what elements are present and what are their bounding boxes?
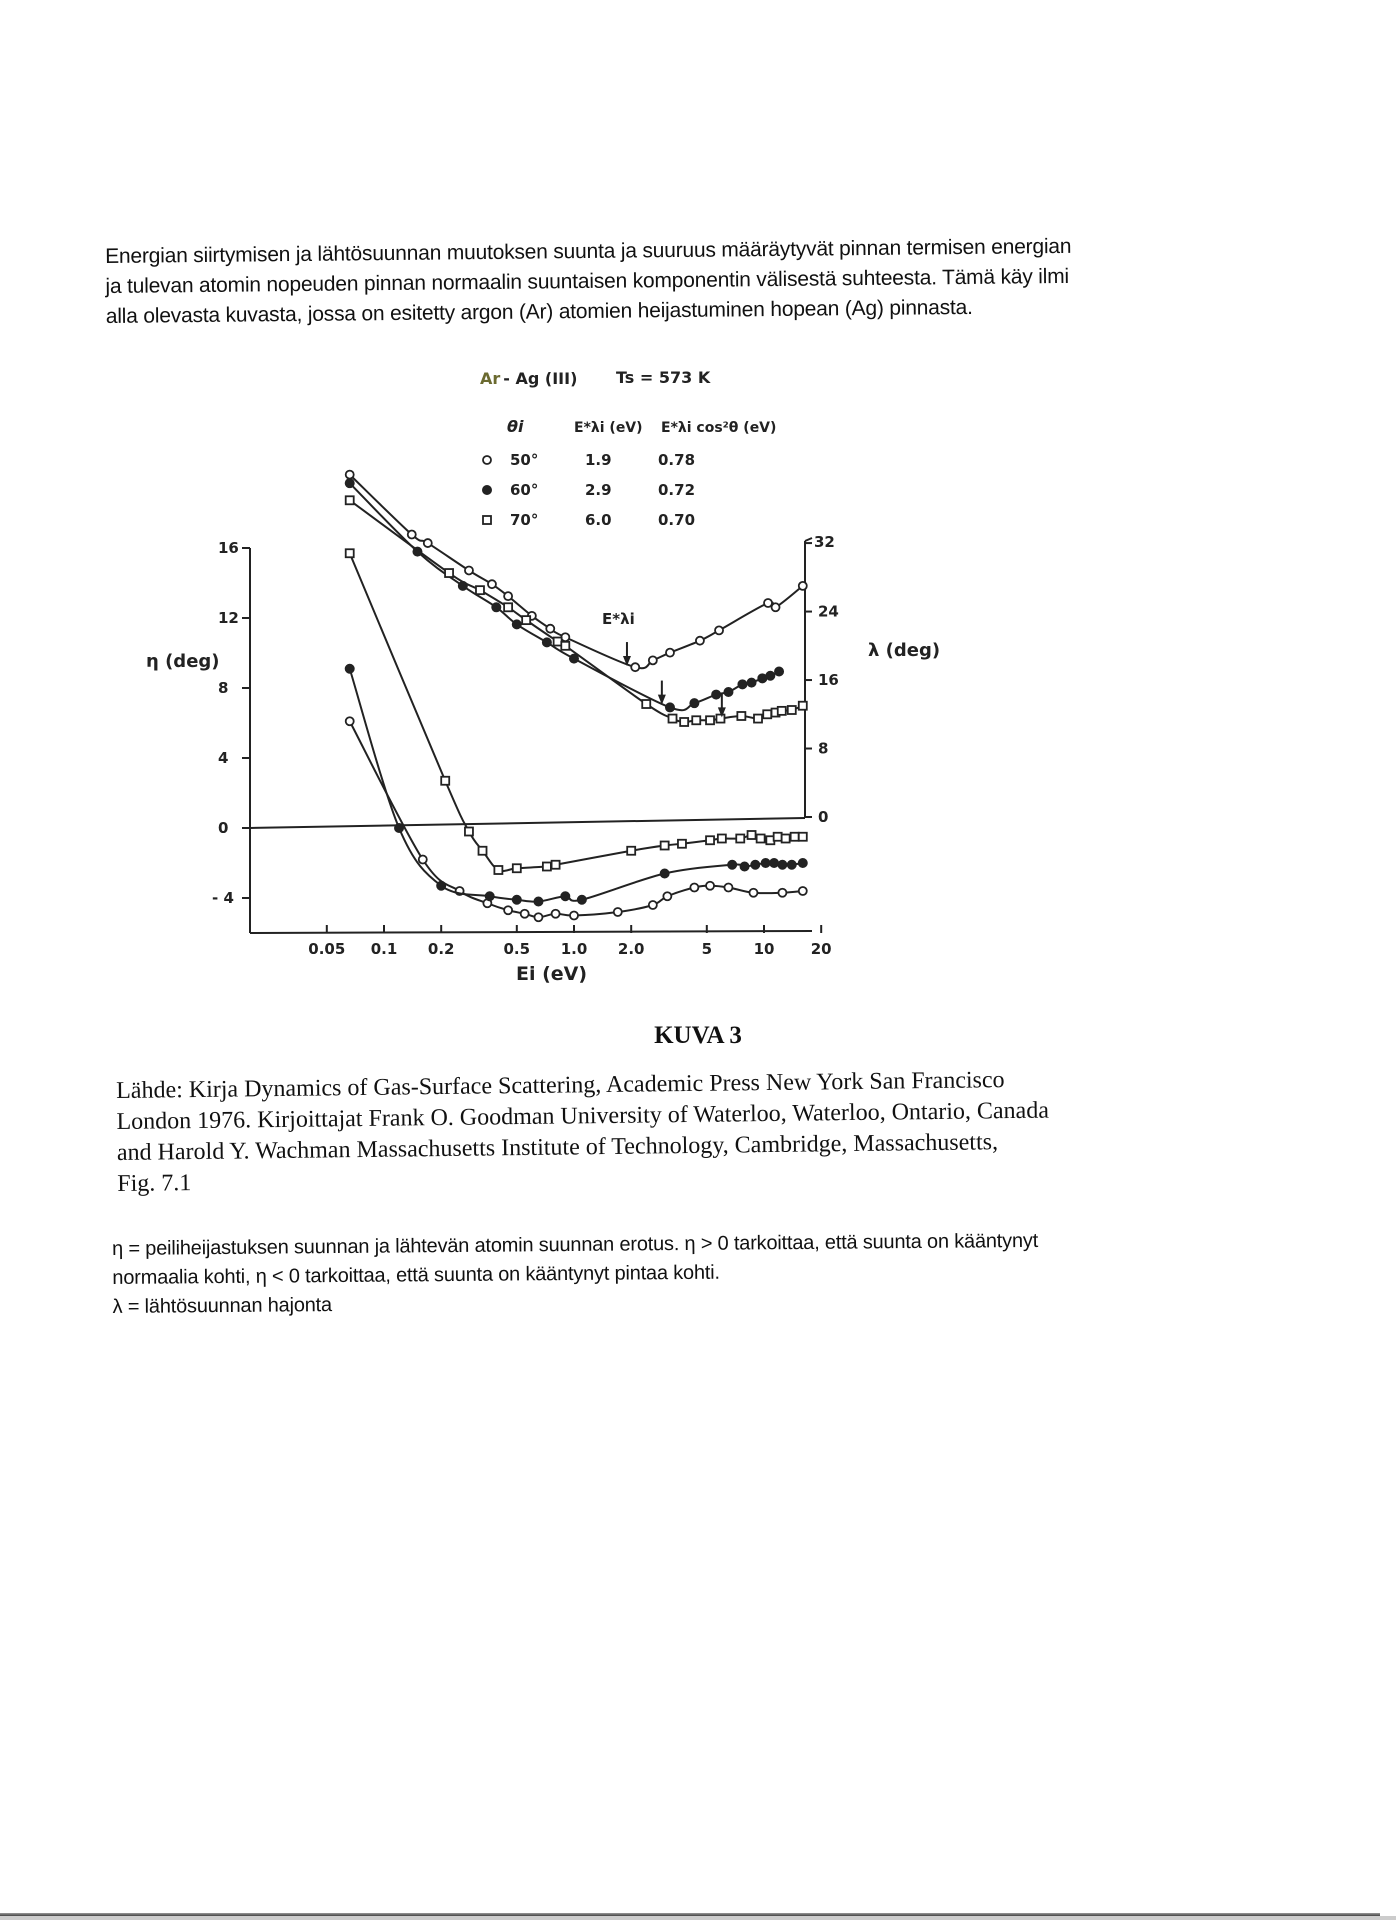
intro-line-2: ja tulevan atomin nopeuden pinnan normaalin suuntaisen komponentin välisestä suhteesta. Tämä käy ilmi	[105, 264, 1070, 298]
x-axis	[250, 931, 812, 933]
source-line-1: Lähde: Kirja Dynamics of Gas-Surface Scattering, Academic Press New York San Francisco	[116, 1067, 1005, 1104]
legend	[483, 451, 696, 529]
scan-edge	[0, 1916, 1396, 1920]
right-tick-label: 8	[818, 739, 829, 758]
source-line-3: and Harold Y. Wachman Massachusetts Institute of Technology, Cambridge, Massachusetts,	[116, 1129, 999, 1166]
svg-text:0.72: 0.72	[658, 481, 696, 499]
right-axis-label: λ (deg)	[868, 640, 941, 661]
x-tick-label: 5	[701, 940, 713, 958]
left-tick-label: - 4	[212, 889, 234, 907]
x-tick-label: 0.5	[503, 940, 531, 958]
symbol-notes	[112, 1225, 1253, 1322]
x-tick-label: 1.0	[560, 940, 588, 958]
legend-header-theta-label: θi	[507, 417, 524, 436]
legend-header-e: E*λi (eV)	[574, 420, 643, 436]
svg-text:2.9: 2.9	[585, 481, 612, 499]
x-tick-label: 0.2	[427, 940, 455, 958]
temperature-label: Ts = 573 K	[616, 368, 711, 387]
arrow-icon	[658, 681, 666, 705]
svg-text:50°: 50°	[510, 451, 539, 469]
notes-line-2: normaalia kohti, η < 0 tarkoittaa, että suunta on kääntynyt pintaa kohti.	[112, 1261, 720, 1289]
right-tick-label: 16	[818, 671, 839, 690]
source-citation	[116, 1065, 1050, 1200]
left-tick-label: 12	[218, 609, 239, 627]
legend-row	[483, 511, 695, 529]
x-tick-label: 0.05	[308, 940, 346, 958]
series-open-circle	[346, 471, 807, 672]
legend-row	[483, 481, 696, 499]
x-tick-label: 20	[810, 940, 832, 958]
series-filled-circle	[345, 664, 807, 906]
svg-text:0.78: 0.78	[658, 451, 696, 469]
right-tick-label: 32	[814, 533, 835, 552]
x-tick-label: 2.0	[617, 940, 645, 958]
system-label-highlight: Ar	[480, 369, 501, 388]
source-line-2: London 1976. Kirjoittajat Frank O. Goodman University of Waterloo, Waterloo, Ontario, Canada	[116, 1097, 1050, 1135]
source-line-4: Fig. 7.1	[117, 1170, 192, 1197]
legend-row	[483, 451, 695, 469]
figure-caption: KUVA 3	[654, 1022, 742, 1049]
series-filled-circle	[345, 479, 783, 712]
x-tick-label: 10	[753, 940, 775, 958]
svg-text:70°: 70°	[510, 511, 539, 529]
legend-header-ecos: E*λi cos²θ (eV)	[661, 420, 777, 436]
svg-text:6.0: 6.0	[585, 511, 612, 529]
left-tick-label: 0	[218, 819, 229, 837]
svg-text:1.9: 1.9	[585, 451, 612, 469]
zero-line	[250, 818, 805, 828]
notes-line-1: η = peiliheijastuksen suunnan ja lähtevän atomin suunnan erotus. η > 0 tarkoittaa, että suunta on kääntynyt	[112, 1229, 1039, 1260]
svg-text:0.70: 0.70	[658, 511, 696, 529]
left-tick-label: 8	[218, 679, 229, 697]
data-series	[345, 471, 807, 922]
svg-text:60°: 60°	[510, 481, 539, 499]
x-tick-label: 0.1	[370, 940, 398, 958]
arrow-annotation-label: E*λi	[602, 610, 635, 628]
system-label: Ar - Ag (III)	[480, 369, 578, 388]
right-tick-label: 24	[818, 602, 839, 621]
left-axis-label: η (deg)	[146, 651, 220, 672]
left-tick-label: 4	[218, 749, 229, 767]
right-tick-label: 0	[818, 808, 829, 826]
x-axis-label: Ei (eV)	[516, 963, 588, 985]
intro-line-1: Energian siirtymisen ja lähtösuunnan muutoksen suunta ja suuruus määräytyvät pinnan termisen energian	[105, 234, 1072, 268]
intro-line-3: alla olevasta kuvasta, jossa on esitetty argon (Ar) atomien heijastuminen hopean (Ag) pinnasta.	[105, 295, 973, 328]
left-tick-label: 16	[218, 539, 239, 557]
notes-line-3: λ = lähtösuunnan hajonta	[112, 1294, 332, 1318]
